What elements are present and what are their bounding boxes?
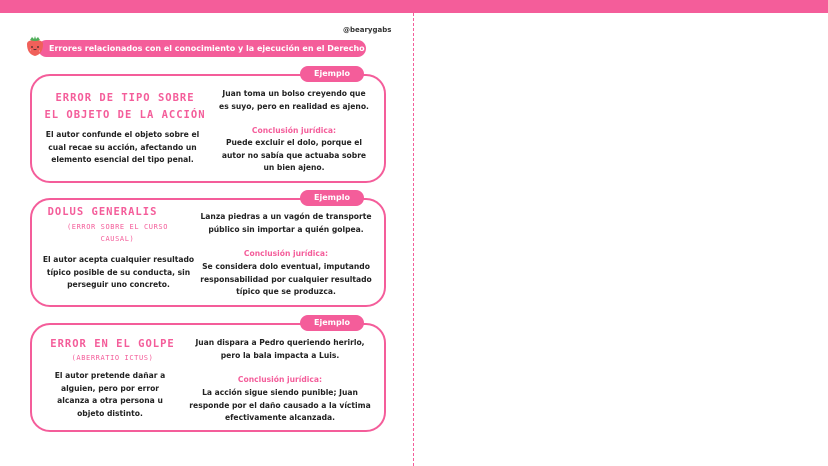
conclusion-label: Conclusión jurídica: bbox=[251, 126, 337, 135]
conclusion-line: La acción sigue siendo punible; Juan bbox=[202, 388, 358, 397]
example-badge: Ejemplo bbox=[300, 190, 364, 206]
card-heading bbox=[40, 336, 185, 353]
example-line: público sin importar a quién golpea. bbox=[208, 224, 364, 234]
card-heading bbox=[40, 90, 210, 124]
conclusion-line: típico que se produzca. bbox=[236, 287, 336, 296]
subheading-line: (ABERRATIO ICTUS) bbox=[71, 354, 154, 362]
description-line: El autor confunde el objeto sobre el bbox=[45, 130, 200, 139]
conclusion-line: Puede excluir el dolo, porque el bbox=[225, 138, 363, 147]
card-description bbox=[36, 254, 201, 292]
document-title: Errores relacionados con el conocimiento y la ejecución en el Derecho Penal bbox=[38, 40, 366, 57]
conclusion-line: Se considera dolo eventual, imputando bbox=[202, 262, 370, 271]
card-example bbox=[198, 211, 374, 236]
description-line: El autor acepta cualquier resultado bbox=[42, 255, 195, 264]
heading-line: EL OBJETO DE LA ACCIÓN bbox=[44, 109, 206, 121]
heading-line: DOLUS GENERALIS bbox=[47, 206, 158, 218]
example-line: es suyo, pero en realidad es ajeno. bbox=[219, 101, 369, 111]
card-conclusion bbox=[184, 387, 376, 425]
example-line: Lanza piedras a un vagón de transporte bbox=[200, 212, 372, 221]
card-subheading bbox=[45, 221, 190, 245]
description-line: alguien, pero por error bbox=[60, 383, 160, 393]
conclusion-line: efectivamente alcanzada. bbox=[224, 413, 336, 422]
description-line: objeto distinto. bbox=[77, 408, 143, 418]
heading-line: ERROR DE TIPO SOBRE bbox=[55, 92, 195, 104]
card-conclusion bbox=[206, 137, 382, 175]
example-badge: Ejemplo bbox=[300, 66, 364, 82]
conclusion-line: un bien ajeno. bbox=[263, 163, 325, 172]
description-line: cual recae su acción, afectando un bbox=[48, 142, 197, 152]
example-line: Juan dispara a Pedro queriendo herirlo, bbox=[195, 338, 365, 347]
card-example bbox=[184, 337, 376, 362]
conclusion-label: Conclusión jurídica: bbox=[237, 375, 323, 384]
card-heading bbox=[30, 204, 175, 221]
conclusion-line: autor no sabía que actuaba sobre bbox=[221, 150, 367, 160]
heading-line: ERROR EN EL GOLPE bbox=[50, 338, 175, 350]
conclusion-label: Conclusión jurídica: bbox=[243, 249, 329, 258]
description-line: típico posible de su conducta, sin bbox=[46, 267, 191, 277]
card-description bbox=[40, 129, 205, 167]
card-description bbox=[40, 370, 180, 420]
card-subheading bbox=[40, 352, 185, 364]
card-conclusion bbox=[198, 261, 374, 299]
description-line: alcanza a otra persona u bbox=[57, 396, 163, 405]
description-line: perseguir uno concreto. bbox=[67, 280, 170, 289]
author-handle: @bearygabs bbox=[343, 26, 392, 34]
example-line: Juan toma un bolso creyendo que bbox=[222, 89, 366, 98]
conclusion-line: responsabilidad por cualquier resultado bbox=[200, 274, 372, 284]
page-divider bbox=[413, 13, 414, 466]
example-badge: Ejemplo bbox=[300, 315, 364, 331]
example-line: pero la bala impacta a Luis. bbox=[220, 350, 340, 360]
conclusion-line: responde por el daño causado a la víctima bbox=[189, 400, 371, 410]
strawberry-icon bbox=[23, 34, 47, 58]
subheading-line: (ERROR SOBRE EL CURSO bbox=[66, 223, 169, 231]
description-line: elemento esencial del tipo penal. bbox=[51, 155, 194, 164]
description-line: El autor pretende dañar a bbox=[54, 371, 166, 380]
card-example bbox=[206, 88, 382, 113]
top-banner bbox=[0, 0, 828, 13]
subheading-line: CAUSAL) bbox=[100, 235, 135, 243]
